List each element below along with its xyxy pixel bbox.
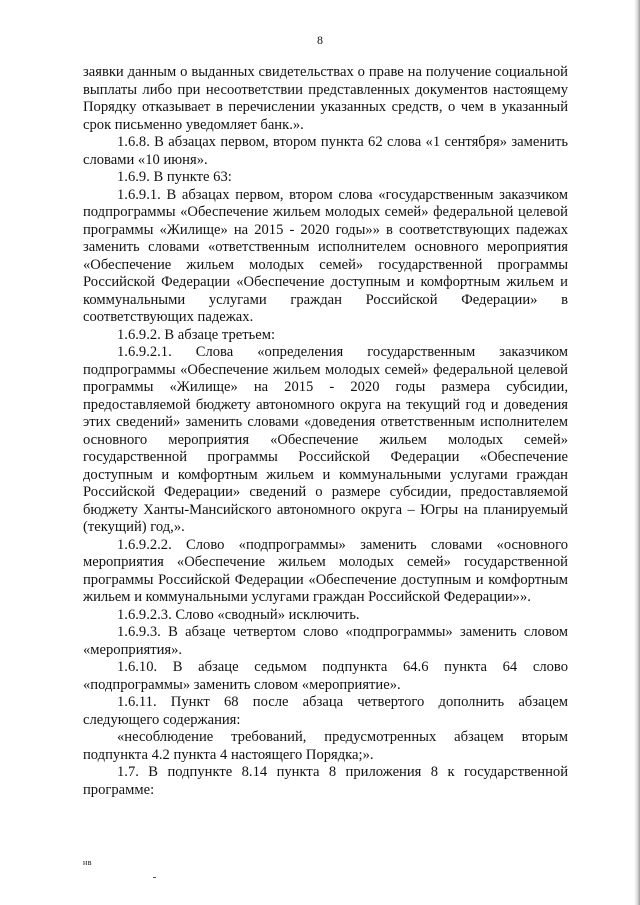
page-number: 8 (317, 33, 323, 47)
footer-mark: нв (83, 858, 93, 867)
paragraph-13: 1.7. В подпункте 8.14 пункта 8 приложения 8 к государственной программе: (83, 764, 568, 798)
page-edge-shadow (634, 0, 640, 905)
paragraph-12: «несоблюдение требований, предусмотренных абзацем вторым подпункта 4.2 пункта 4 настоящего Порядка;». (83, 729, 568, 763)
paragraph-8: 1.6.9.2.3. Слово «сводный» исключить. (117, 606, 360, 623)
paragraph-9: 1.6.9.3. В абзаце четвертом слово «подпрограммы» заменить словом «мероприятия». (83, 624, 568, 658)
paragraph-6: 1.6.9.2.1. Слова «определения государственным заказчиком подпрограммы «Обеспечение жильем молодых семей» федеральной целевой программы «Жилище» на 2015 - 2020 годы размера субсидии, предоставляемой бюджету автономного округа на текущий год и доведения этих сведений» заменить словами «доведения ответственным исполнителем основного мероприятия «Обеспечение жильем молодых семей» государственной программы Российской Федерации «Обеспечение доступным и комфортным жильем и коммунальными услугами граждан Российской Федерации» сведений о размере субсидии, предоставляемой бюджету Ханты-Мансийского автономного округа – Югры на планируемый (текущий) год,». (83, 344, 568, 535)
paragraph-2: 1.6.8. В абзацах первом, втором пункта 62 слова «1 сентября» заменить словами «10 июня». (83, 134, 568, 168)
paragraph-4: 1.6.9.1. В абзацах первом, втором слова «государственным заказчиком подпрограммы «Обеспечение жильем молодых семей» федеральной целевой программы «Жилище» на 2015 - 2020 годы»» в соответствующих падежах заменить словами «ответственным исполнителем основного мероприятия «Обеспечение жильем молодых семей» государственной программы Российской Федерации «Обеспечение доступным и комфортным жильем и коммунальными услугами граждан Российской Федерации» в соответствующих падежах. (83, 186, 568, 325)
document-body (83, 64, 568, 799)
paragraph-11: 1.6.11. Пункт 68 после абзаца четвертого дополнить абзацем следующего содержания: (83, 694, 568, 728)
paragraph-7: 1.6.9.2.2. Слово «подпрограммы» заменить словами «основного мероприятия «Обеспечение жильем молодых семей» государственной программы Российской Федерации «Обеспечение доступным и комфортным жильем и коммунальными услугами граждан Российской Федерации»». (83, 536, 568, 605)
scan-speck (153, 877, 156, 878)
paragraph-3: 1.6.9. В пункте 63: (117, 169, 232, 185)
paragraph-5: 1.6.9.2. В абзаце третьем: (117, 326, 276, 343)
paragraph-10: 1.6.10. В абзаце седьмом подпункта 64.6 пункта 64 слово «подпрограммы» заменить словом «мероприятие». (83, 659, 568, 693)
paragraph-1: заявки данным о выданных свидетельствах о праве на получение социальной выплаты либо при несоответствии представленных документов настоящему Порядку отказывает в перечислении указанных средств, о чем в указанный срок письменно уведомляет банк.». (83, 64, 568, 133)
